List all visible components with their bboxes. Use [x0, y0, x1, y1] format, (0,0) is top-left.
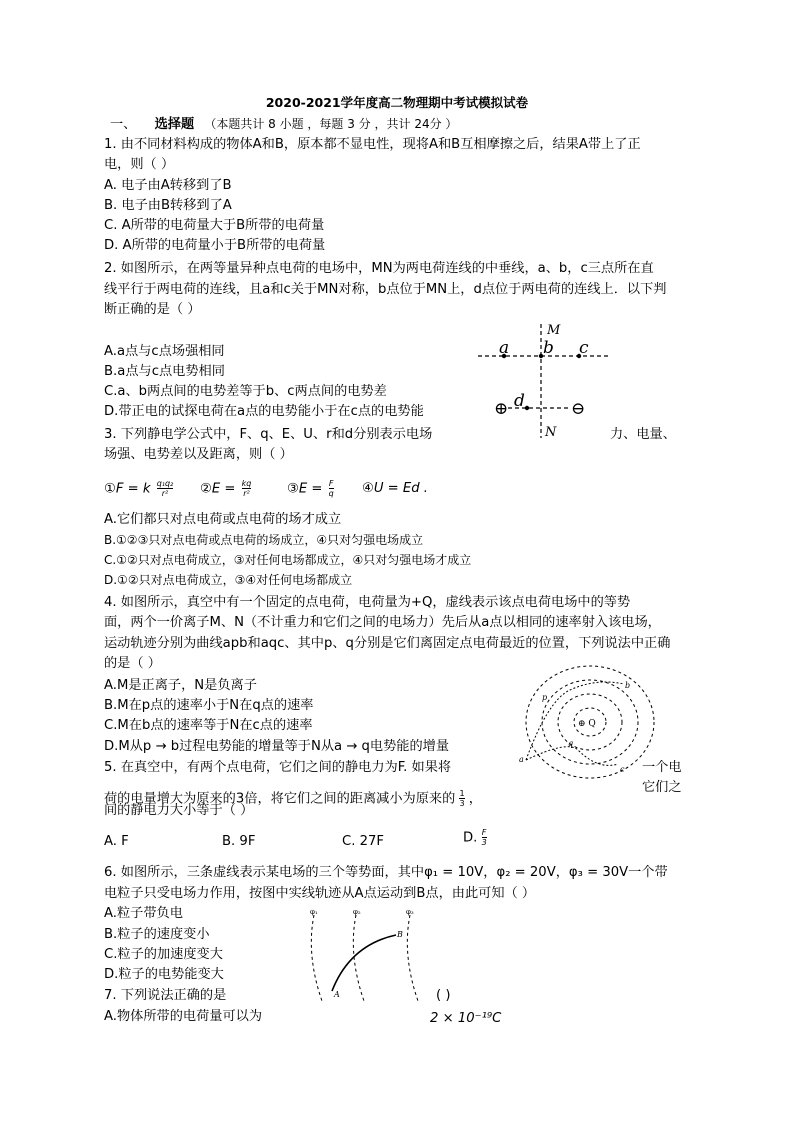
plus-charge: ⊕ [494, 399, 509, 419]
q1-option-c: C. A所带的电荷量大于B所带的电荷量 [104, 218, 325, 233]
q3-stem-line1a: 3. 下列静电学公式中，F、q、E、U、r和d分别表示电场 [104, 427, 433, 442]
label-phi2: φ₂ [353, 908, 361, 916]
q7-answer-paren: ( ) [436, 988, 451, 1003]
label-q: q [568, 739, 574, 748]
q3-option-b: B.①②③只对点电荷或点电荷的场成立，④只对匀强电场成立 [104, 533, 424, 547]
minus-charge: ⊖ [571, 399, 586, 419]
section-header [110, 113, 457, 132]
path-apb [526, 682, 624, 760]
q6-option-d: D.粒子的电势能变大 [104, 967, 224, 982]
label-c: c [620, 765, 625, 774]
label-phi1: φ₁ [310, 908, 318, 916]
q6-option-b: B.粒子的速度变小 [104, 927, 210, 942]
q4-stem-line1: 4. 如图所示，真空中有一个固定的点电荷，电荷量为+Q，虚线表示该点电荷电场中的等势 [104, 595, 631, 610]
q3-option-d: D.①②只对点电荷成立，③④对任何电场都成立 [104, 573, 353, 587]
trajectory [332, 935, 396, 991]
q3-formula-3: ③E = $\frac{F}{q}$ [287, 479, 334, 498]
q3-formula-4: ④U = Ed . [362, 481, 428, 496]
label-p: p [542, 693, 548, 702]
point-d-dot [525, 406, 529, 410]
q2-option-a: A.a点与c点场强相同 [104, 344, 225, 359]
label-a: a [519, 755, 524, 764]
q5-option-a: A. F [104, 834, 129, 849]
label-b: B [397, 930, 403, 939]
q5-side-text-2: 它们之 [642, 780, 682, 795]
q5-option-d: D. $\frac{F}{3}$ [463, 828, 487, 847]
q3-option-c: C.①②只对点电荷成立，③对任何电场都成立，④只对匀强电场才成立 [104, 553, 472, 567]
label-a: a [499, 338, 510, 358]
q2-option-d: D.带正电的试探电荷在a点的电势能小于在c点的电势能 [104, 404, 424, 419]
section-name: 选择题 [154, 117, 195, 132]
q1-option-b: B. 电子由B转移到了A [104, 198, 232, 213]
q6-option-a: A.粒子带负电 [104, 906, 183, 921]
label-d: d [514, 391, 525, 411]
section-note: （本题共计 8 小题 ，每题 3 分 ，共计 24分 ） [204, 117, 458, 131]
label-n: N [545, 425, 557, 440]
q1-option-d: D. A所带的电荷量小于B所带的电荷量 [104, 238, 326, 253]
q5-option-b: B. 9F [222, 834, 256, 849]
q4-option-b: B.M在p点的速率小于N在q点的速率 [104, 698, 314, 713]
label-phi3: φ₃ [406, 908, 414, 916]
q6-stem-line1: 6. 如图所示，三条虚线表示某电场的三个等势面，其中φ₁ = 10V，φ₂ = 20V，φ₃ = 30V一个带 [104, 865, 668, 880]
label-b: b [543, 338, 554, 358]
q3-stem-line2: 场强、电势差以及距离，则（ ） [104, 447, 293, 462]
q7-option-a: A.物体所带的电荷量可以为 [104, 1009, 263, 1024]
q4-stem-line4: 的是（ ） [104, 656, 161, 671]
q4-option-a: A.M是正离子，N是负离子 [104, 678, 257, 693]
q5-stem-line2: 荷的电量增大为原来的3倍，将它们之间的距离减小为原来的 $\frac{1}{3}$ ， [104, 789, 482, 808]
q5-stem-line1: 5. 在真空中，有两个点电荷，它们之间的静电力为F. 如果将 [104, 760, 452, 775]
center-charge: ⊕ Q [578, 719, 596, 729]
q6-figure [300, 905, 435, 1005]
q7-option-a-value: 2 × 10⁻¹⁹C [430, 1011, 502, 1026]
q1-stem-line2: 电，则（ ） [104, 157, 175, 172]
q1-option-a: A. 电子由A转移到了B [104, 178, 232, 193]
label-c: c [579, 338, 589, 358]
q4-figure [508, 660, 658, 790]
q5-side-text-1: 一个电 [642, 760, 682, 775]
q6-option-c: C.粒子的加速度变大 [104, 947, 223, 962]
q4-option-d: D.M从p → b过程电势能的增量等于N从a → q电势能的增量 [104, 739, 450, 754]
q2-option-b: B.a点与c点电势相同 [104, 364, 225, 379]
q5-option-c: C. 27F [342, 834, 384, 849]
q5-stem-line3: 间的静电力大小等于（ ） [104, 803, 254, 818]
q4-stem-line2: 面，两个一价离子M、N（不计重力和它们之间的电场力）先后从a点以相同的速率射入该电场， [104, 615, 661, 630]
q2-stem-line2: 线平行于两电荷的连线，且a和c关于MN对称，b点位于MN上，d点位于两电荷的连线上．以下判 [104, 282, 667, 297]
label-b: b [625, 681, 631, 690]
q2-stem-line3: 断正确的是（ ） [104, 302, 201, 317]
q6-stem-line2: 电粒子只受电场力作用，按图中实线轨迹从A点运动到B点，由此可知（ ） [104, 886, 536, 901]
q3-stem-line1b: 力、电量、 [610, 427, 676, 442]
q2-option-c: C.a、b两点间的电势差等于b、c两点间的电势差 [104, 384, 387, 399]
q3-formula-2: ②E = $\frac{kq}{\text{r²}}$ [200, 479, 252, 498]
label-a: A [334, 990, 340, 999]
q1-stem-line1: 1. 由不同材料构成的物体A和B，原本都不显电性，现将A和B互相摩擦之后，结果A带上了正 [104, 137, 641, 152]
section-number: 一、 [110, 117, 137, 132]
q3-formula-1: ①F = k $\frac{\text{q₁q₂}}{\text{r²}}$ [104, 479, 174, 498]
q2-stem-line1: 2. 如图所示，在两等量异种点电荷的电场中，MN为两电荷连线的中垂线，a、b，c三点所在直 [104, 261, 654, 276]
q4-stem-line3: 运动轨迹分别为曲线apb和aqc、其中p、q分别是它们离固定点电荷最近的位置，下列说法中正确 [104, 636, 671, 651]
q7-stem: 7. 下列说法正确的是 [104, 988, 227, 1003]
page-title: 2020-2021学年度高二物理期中考试模拟试卷 [265, 95, 529, 110]
q4-option-c: C.M在b点的速率等于N在c点的速率 [104, 718, 313, 733]
q3-option-a: A.它们都只对点电荷或点电荷的场才成立 [104, 512, 342, 527]
label-m: M [547, 323, 561, 338]
